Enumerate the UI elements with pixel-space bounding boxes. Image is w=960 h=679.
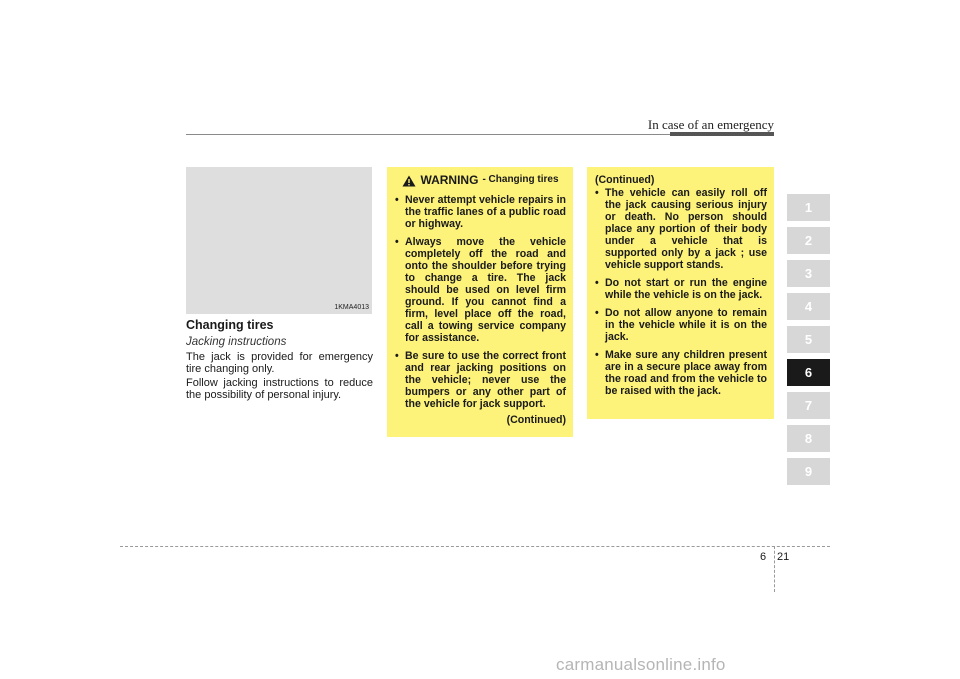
warning-box: [387, 167, 573, 437]
body-paragraph: The jack is provided for emergency tire changing only.: [186, 351, 373, 375]
list-item: • Always move the vehicle completely off the road and onto the shoulder before trying to change a tire. The jack should be used on level firm ground. If you cannot find a firm, level place off the road, call a towing service company for assistance.: [395, 236, 566, 344]
chapter-tab-7[interactable]: 7: [787, 392, 830, 419]
footer-chapter-number: 6: [760, 551, 767, 563]
section-title: Changing tires: [186, 318, 274, 332]
chapter-tab-9[interactable]: 9: [787, 458, 830, 485]
chapter-tab-1[interactable]: 1: [787, 194, 830, 221]
header-rule-accent: [670, 132, 774, 136]
continued-label: (Continued): [595, 174, 655, 186]
warning-header: [395, 174, 566, 187]
footer-divider: [774, 546, 775, 592]
chapter-tab-3[interactable]: 3: [787, 260, 830, 287]
warning-box-continued: [587, 167, 774, 419]
list-item: • Make sure any children present are in a secure place away from the road and from the vehicle to be raised with the jack.: [595, 349, 767, 397]
footer-rule: [120, 546, 830, 547]
chapter-tab-8[interactable]: 8: [787, 425, 830, 452]
continued-label: (Continued): [506, 414, 566, 426]
list-item: • Do not start or run the engine while the vehicle is on the jack.: [595, 277, 767, 301]
chapter-tab-5[interactable]: 5: [787, 326, 830, 353]
watermark-text: carmanualsonline.info: [556, 655, 726, 674]
list-item: • Never attempt vehicle repairs in the traffic lanes of a public road or highway.: [395, 194, 566, 230]
warning-triangle-icon: [402, 175, 416, 187]
chapter-tab-4[interactable]: 4: [787, 293, 830, 320]
footer-page-number: 21: [777, 551, 790, 563]
list-item: • The vehicle can easily roll off the jack causing serious injury or death. No person should place any portion of their body under a vehicle that is supported only by a jack ; use vehicle support stands.: [595, 187, 767, 271]
list-item: • Be sure to use the correct front and rear jacking positions on the vehicle; never use the bumpers or any other part of the vehicle for jack support.: [395, 350, 566, 410]
figure-code: 1KMA4013: [334, 304, 369, 311]
figure-placeholder: [186, 167, 372, 314]
warning-list: [395, 194, 566, 410]
warning-word: WARNING: [420, 173, 479, 187]
list-item: • Do not allow anyone to remain in the vehicle while it is on the jack.: [595, 307, 767, 343]
body-paragraph: Follow jacking instructions to reduce the possibility of personal injury.: [186, 377, 373, 401]
chapter-tab-6[interactable]: 6: [787, 359, 830, 386]
chapter-tabs: [787, 194, 830, 491]
warning-subtitle: - Changing tires: [482, 174, 559, 185]
subsection-title: Jacking instructions: [186, 336, 287, 348]
running-header: In case of an emergency: [647, 117, 774, 132]
warning-list: [595, 187, 767, 397]
chapter-tab-2[interactable]: 2: [787, 227, 830, 254]
